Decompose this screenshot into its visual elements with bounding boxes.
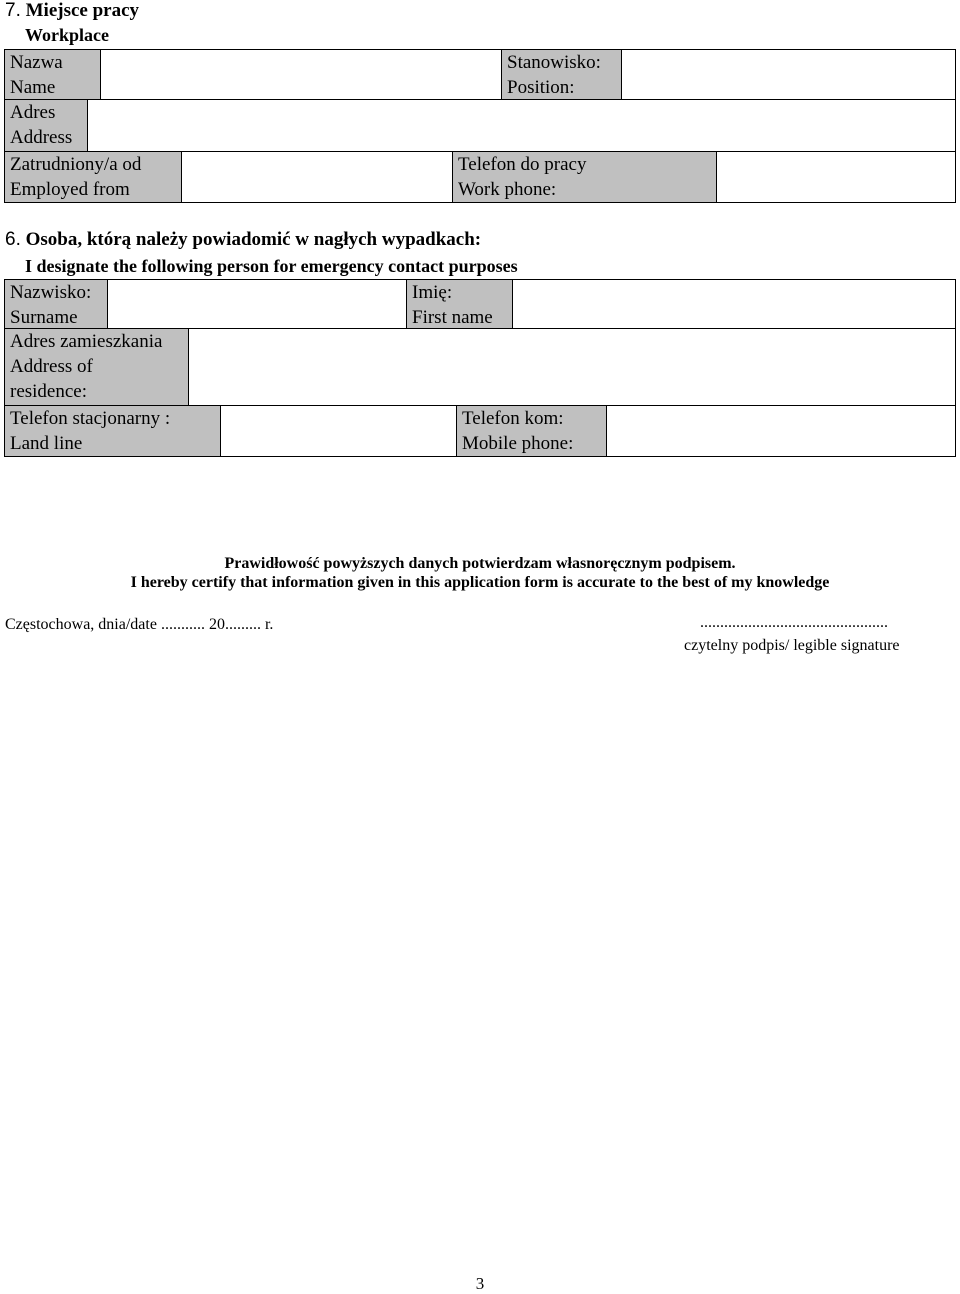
section-7-title [5,0,139,22]
section-7-number: 7. [5,0,21,21]
workplace-position-field[interactable] [621,49,956,100]
workplace-address-field[interactable] [87,99,956,152]
workplace-position-label: Stanowisko: Position: [501,49,622,100]
landline-field[interactable] [220,405,457,457]
employed-from-label: Zatrudniony/a od Employed from [4,151,182,203]
mobile-field[interactable] [606,405,956,457]
section-6-title [5,229,481,251]
firstname-label: Imię: First name [406,279,513,329]
section-6-subtitle: I designate the following person for emergency contact purposes [25,256,518,276]
mobile-label: Telefon kom: Mobile phone: [456,405,607,457]
surname-label: Nazwisko: Surname [4,279,108,329]
workplace-name-label: Nazwa Name [4,49,101,100]
page-number: 3 [475,1274,485,1293]
surname-field[interactable] [107,279,407,329]
section-7-heading: Miejsce pracy [25,0,140,21]
work-phone-label: Telefon do pracy Work phone: [452,151,717,203]
workplace-address-label: Adres Address [4,99,88,152]
place-date-line: Częstochowa, dnia/date ........... 20......... r. [5,616,274,633]
firstname-field[interactable] [512,279,956,329]
workplace-name-field[interactable] [100,49,502,100]
certification-en: I hereby certify that information given in this application form is accurate to the best of my knowledge [130,574,830,591]
signature-line: ............................................... [700,614,888,631]
section-6-number: 6. [5,229,21,250]
residence-address-label: Adres zamieszkania Address of residence: [4,328,189,406]
section-7-subtitle: Workplace [25,25,109,45]
certification-pl: Prawidłowość powyższych danych potwierdzam własnoręcznym podpisem. [224,555,736,572]
residence-address-field[interactable] [188,328,956,406]
work-phone-field[interactable] [716,151,956,203]
employed-from-field[interactable] [181,151,453,203]
landline-label: Telefon stacjonarny : Land line [4,405,221,457]
section-6-heading: Osoba, którą należy powiadomić w nagłych wypadkach: [25,229,482,250]
signature-caption: czytelny podpis/ legible signature [684,637,900,654]
